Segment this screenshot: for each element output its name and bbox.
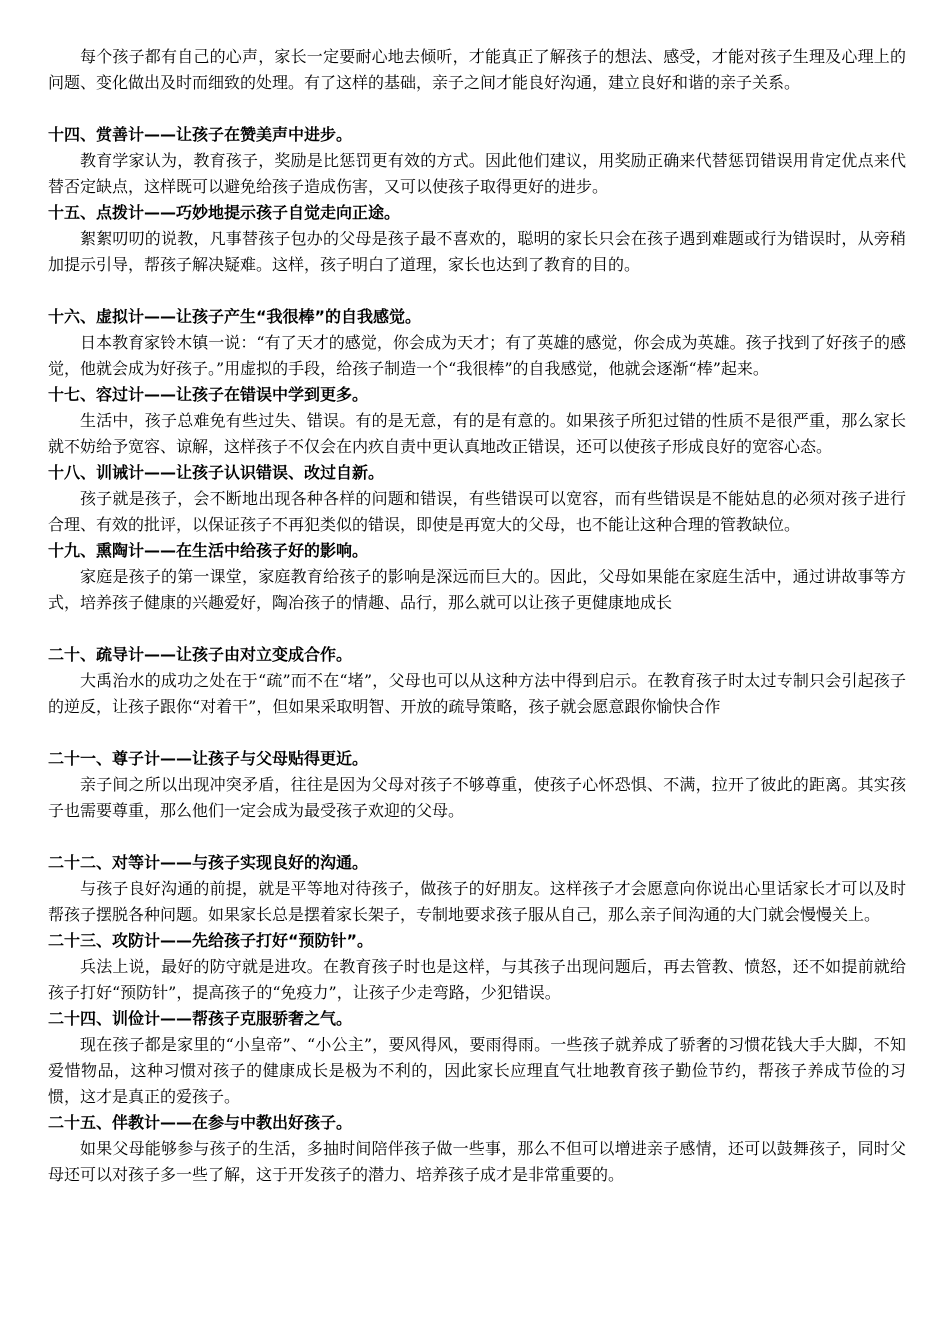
section-body: 现在孩子都是家里的“小皇帝”、“小公主”，要风得风，要雨得雨。一些孩子就养成了骄奢的习惯花钱大手大脚，不知爱惜物品，这种习惯对孩子的健康成长是极为不利的，因此家长应理直气壮地教育孩子勤俭节约，帮孩子养成节俭的习惯，这才是真正的爱孩子。	[48, 1035, 906, 1106]
section-heading: 十五、点拨计——巧妙地提示孩子自觉走向正途。	[48, 203, 401, 222]
section-heading: 十四、赏善计——让孩子在赞美声中进步。	[48, 125, 353, 144]
section-21	[48, 746, 906, 824]
section-body: 如果父母能够参与孩子的生活，多抽时间陪伴孩子做一些事，那么不但可以增进亲子感情，还可以鼓舞孩子，同时父母还可以对孩子多一些了解，这于开发孩子的潜力、培养孩子成才是非常重要的。	[48, 1139, 906, 1184]
section-17	[48, 382, 906, 460]
section-15	[48, 200, 906, 278]
section-20	[48, 642, 906, 720]
spacer	[48, 824, 906, 850]
spacer	[48, 96, 906, 122]
section-heading: 二十二、对等计——与孩子实现良好的沟通。	[48, 853, 369, 872]
section-23	[48, 928, 906, 1006]
section-heading: 十七、容过计——让孩子在错误中学到更多。	[48, 385, 369, 404]
section-heading: 二十四、训俭计——帮孩子克服骄奢之气。	[48, 1009, 353, 1028]
section-heading: 二十、疏导计——让孩子由对立变成合作。	[48, 645, 353, 664]
section-16	[48, 304, 906, 382]
section-body: 亲子间之所以出现冲突矛盾，往往是因为父母对孩子不够尊重，使孩子心怀恐惧、不满，拉开了彼此的距离。其实孩子也需要尊重，那么他们一定会成为最受孩子欢迎的父母。	[48, 775, 906, 820]
section-heading: 二十三、攻防计——先给孩子打好“预防针”。	[48, 931, 374, 950]
section-14	[48, 122, 906, 200]
section-body: 教育学家认为，教育孩子，奖励是比惩罚更有效的方式。因此他们建议，用奖励正确来代替惩罚错误用肯定优点来代替否定缺点，这样既可以避免给孩子造成伤害，又可以使孩子取得更好的进步。	[48, 151, 906, 196]
spacer	[48, 616, 906, 642]
section-25	[48, 1110, 906, 1188]
section-body: 兵法上说，最好的防守就是进攻。在教育孩子时也是这样，与其孩子出现问题后，再去管教、愤怒，还不如提前就给孩子打好“预防针”，提高孩子的“免疫力”，让孩子少走弯路，少犯错误。	[48, 957, 906, 1002]
section-body: 孩子就是孩子，会不断地出现各种各样的问题和错误，有些错误可以宽容，而有些错误是不能姑息的必须对孩子进行合理、有效的批评，以保证孩子不再犯类似的错误，即使是再宽大的父母，也不能让这种合理的管教缺位。	[48, 489, 906, 534]
section-heading: 十八、训诫计——让孩子认识错误、改过自新。	[48, 463, 385, 482]
intro-paragraph: 每个孩子都有自己的心声，家长一定要耐心地去倾听，才能真正了解孩子的想法、感受，才能对孩子生理及心理上的问题、变化做出及时而细致的处理。有了这样的基础，亲子之间才能良好沟通，建立良好和谐的亲子关系。	[48, 47, 906, 92]
spacer	[48, 720, 906, 746]
section-18	[48, 460, 906, 538]
section-24	[48, 1006, 906, 1110]
section-19	[48, 538, 906, 616]
section-heading: 十九、熏陶计——在生活中给孩子好的影响。	[48, 541, 369, 560]
spacer	[48, 278, 906, 304]
section-22	[48, 850, 906, 928]
section-heading: 二十五、伴教计——在参与中教出好孩子。	[48, 1113, 353, 1132]
section-heading: 十六、虚拟计——让孩子产生“我很棒”的自我感觉。	[48, 307, 422, 326]
section-body: 絮絮叨叨的说教，凡事替孩子包办的父母是孩子最不喜欢的，聪明的家长只会在孩子遇到难题或行为错误时，从旁稍加提示引导，帮孩子解决疑难。这样，孩子明白了道理，家长也达到了教育的目的。	[48, 229, 906, 274]
section-body: 家庭是孩子的第一课堂，家庭教育给孩子的影响是深远而巨大的。因此，父母如果能在家庭生活中，通过讲故事等方式，培养孩子健康的兴趣爱好，陶冶孩子的情趣、品行，那么就可以让孩子更健康地成长	[48, 567, 906, 612]
section-heading: 二十一、尊子计——让孩子与父母贴得更近。	[48, 749, 369, 768]
section-body: 与孩子良好沟通的前提，就是平等地对待孩子，做孩子的好朋友。这样孩子才会愿意向你说出心里话家长才可以及时帮孩子摆脱各种问题。如果家长总是摆着家长架子，专制地要求孩子服从自己，那么亲子间沟通的大门就会慢慢关上。	[48, 879, 906, 924]
section-body: 生活中，孩子总难免有些过失、错误。有的是无意，有的是有意的。如果孩子所犯过错的性质不是很严重，那么家长就不妨给予宽容、谅解，这样孩子不仅会在内疚自责中更认真地改正错误，还可以使孩子形成良好的宽容心态。	[48, 411, 906, 456]
section-body: 大禹治水的成功之处在于“疏”而不在“堵”，父母也可以从这种方法中得到启示。在教育孩子时太过专制只会引起孩子的逆反，让孩子跟你“对着干”，但如果采取明智、开放的疏导策略，孩子就会愿意跟你愉快合作	[48, 671, 906, 716]
section-body: 日本教育家铃木镇一说：“有了天才的感觉，你会成为天才；有了英雄的感觉，你会成为英雄。孩子找到了好孩子的感觉，他就会成为好孩子。”用虚拟的手段，给孩子制造一个“我很棒”的自我感觉，他就会逐渐“棒”起来。	[48, 333, 906, 378]
